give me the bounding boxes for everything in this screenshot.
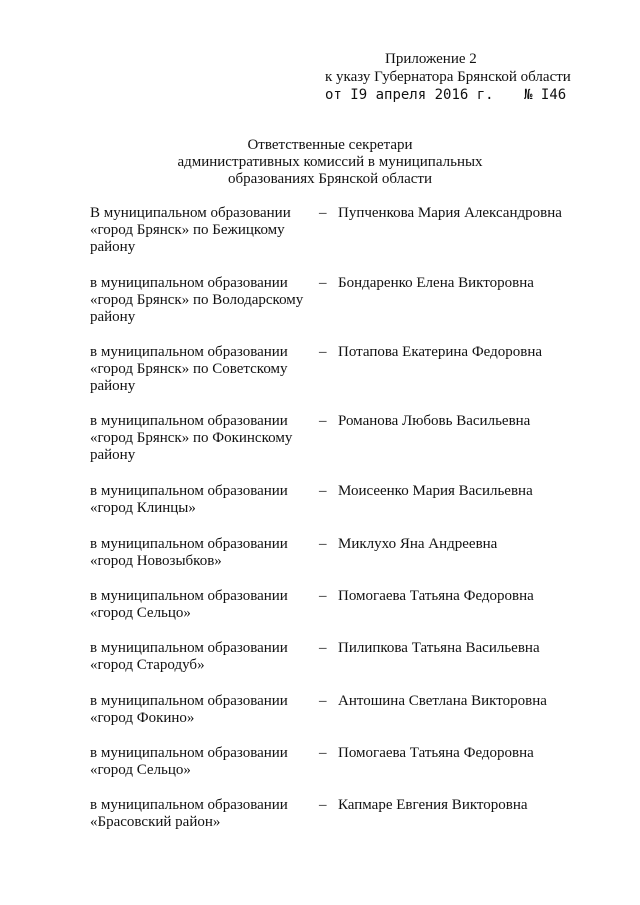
municipality-line: в муниципальном образовании [90,413,288,429]
dash: – [319,483,327,499]
municipality [90,205,320,256]
municipality-line: в муниципальном образовании [90,693,288,709]
municipality-line: «город Клинцы» [90,500,196,516]
municipality [90,275,320,326]
secretary-name: Романова Любовь Васильевна [338,413,531,429]
municipality-line: «город Стародуб» [90,657,205,673]
decree-date-line [325,86,625,104]
secretary-name: Помогаева Татьяна Федоровна [338,588,534,604]
municipality-line: в муниципальном образовании [90,640,288,656]
secretary-name: Пупченкова Мария Александровна [338,205,562,221]
dash: – [319,275,327,291]
municipality-line: «город Брянск» по Бежицкому [90,222,285,238]
secretary-name: Антошина Светлана Викторовна [338,693,547,709]
secretary-name: Потапова Екатерина Федоровна [338,344,543,360]
municipality-line: в муниципальном образовании [90,536,288,552]
municipality-line: району [90,309,136,325]
secretary-name: Бондаренко Елена Викторовна [338,275,534,291]
municipality-line: в муниципальном образовании [90,275,288,291]
appendix-number: Приложение 2 [385,51,477,67]
secretary-name: Помогаева Татьяна Федоровна [338,745,534,761]
title-line-3: образованиях Брянской области [227,171,433,187]
municipality [90,483,320,517]
dash: – [319,344,327,360]
municipality [90,588,320,622]
secretary-name: Капмаре Евгения Викторовна [338,797,528,813]
dash: – [319,797,327,813]
municipality-line: району [90,378,136,394]
dash: – [319,640,327,656]
date-prefix: от [325,87,342,103]
dash: – [319,536,327,552]
municipality [90,745,320,779]
municipality-line: «город Сельцо» [90,605,191,621]
decree-reference: к указу Губернатора Брянской области [325,69,571,85]
document-title [130,137,530,188]
secretary-name: Моисеенко Мария Васильевна [338,483,533,499]
dash: – [319,693,327,709]
decree-number: I46 [540,87,567,103]
municipality-line: «город Брянск» по Советскому [90,361,288,377]
municipality-line: «город Сельцо» [90,762,191,778]
dash: – [319,745,327,761]
municipality-line: в муниципальном образовании [90,588,288,604]
municipality-line: «город Брянск» по Фокинскому [90,430,293,446]
dash: – [319,588,327,604]
municipality-line: «город Новозыбков» [90,553,222,569]
municipality-line: в муниципальном образовании [90,344,288,360]
title-line-2: административных комиссий в муниципальных [177,154,483,170]
municipality-line: району [90,239,136,255]
secretary-name: Миклухо Яна Андреевна [338,536,498,552]
municipality-line: В муниципальном образовании [90,205,291,221]
municipality-line: району [90,447,136,463]
dash: – [319,413,327,429]
municipality-line: «Брасовский район» [90,814,221,830]
title-line-1: Ответственные секретари [247,137,413,153]
municipality [90,797,320,831]
municipality-line: «город Брянск» по Володарскому [90,292,304,308]
municipality [90,536,320,570]
municipality-line: в муниципальном образовании [90,797,288,813]
appendix-header [325,50,625,104]
decree-date: I9 апреля 2016 г. [350,87,494,103]
municipality-line: в муниципальном образовании [90,483,288,499]
municipality-line: «город Фокино» [90,710,195,726]
municipality [90,344,320,395]
municipality [90,693,320,727]
secretary-name: Пилипкова Татьяна Васильевна [338,640,540,656]
number-sign: № [524,87,533,103]
dash: – [319,205,327,221]
municipality [90,413,320,464]
municipality [90,640,320,674]
municipality-line: в муниципальном образовании [90,745,288,761]
